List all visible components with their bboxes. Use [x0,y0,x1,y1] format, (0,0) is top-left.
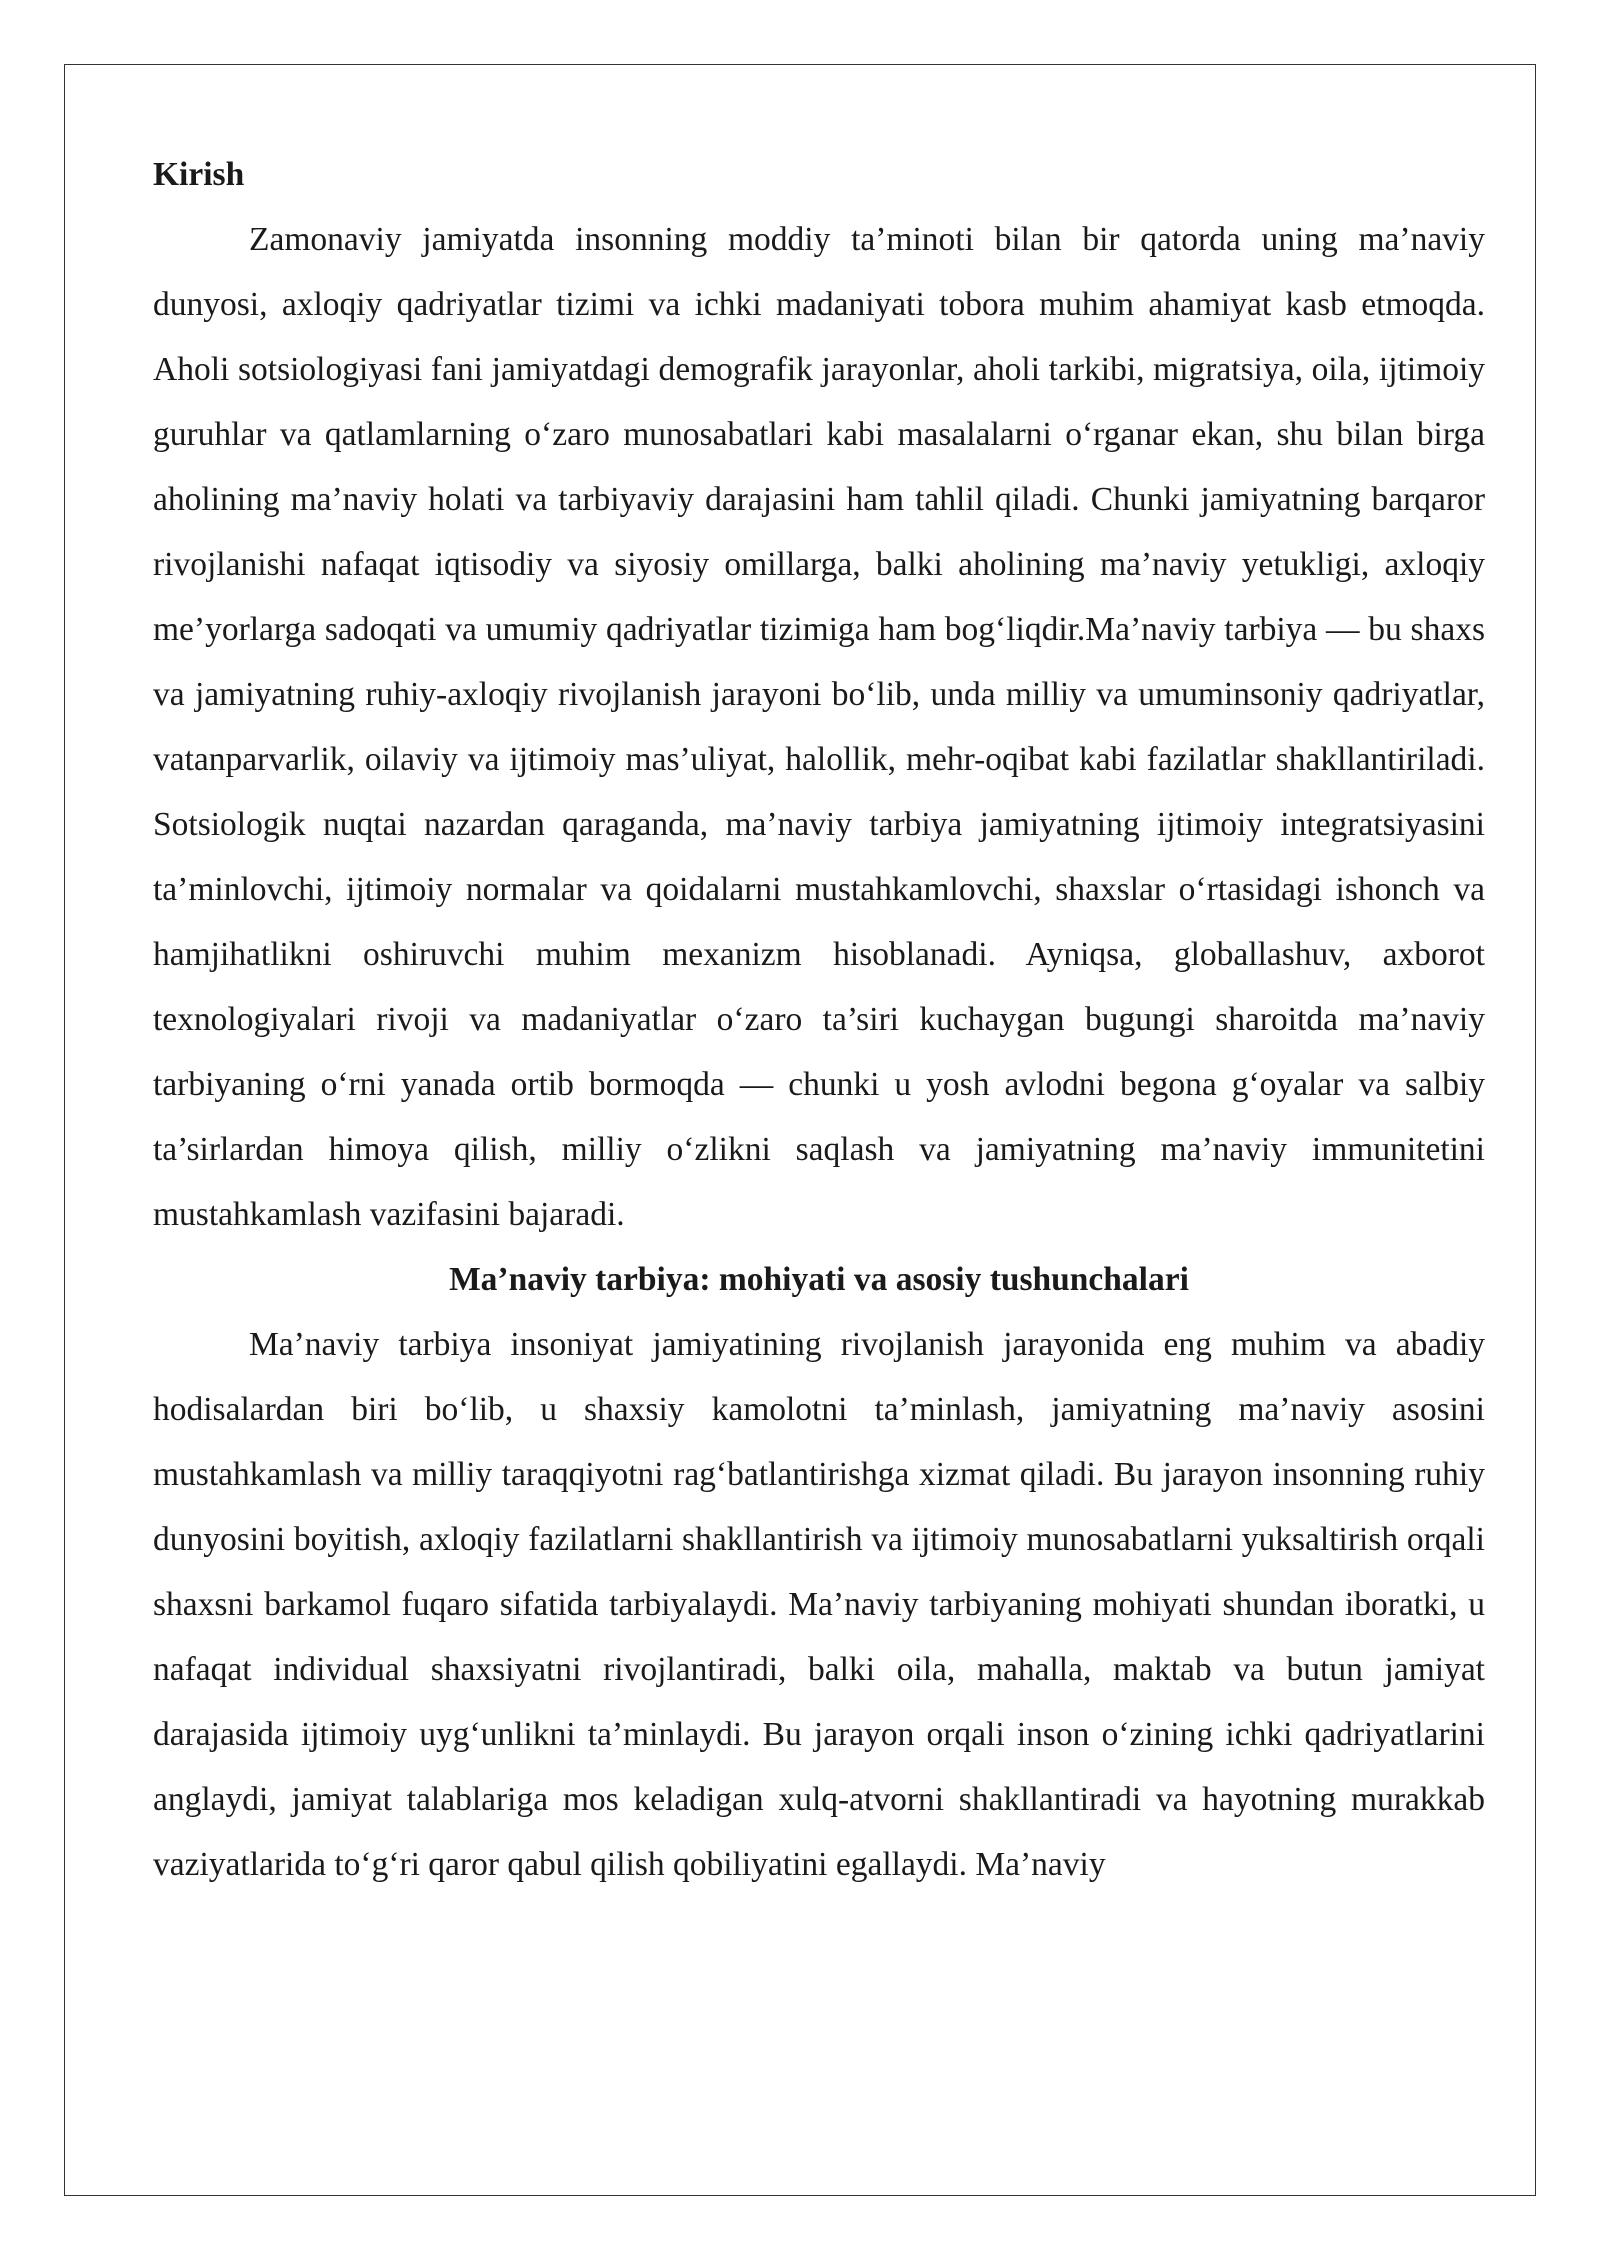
document-body [153,142,1485,1897]
section-heading-manaviy-tarbiya: Ma’naviy tarbiya: mohiyati va asosiy tushunchalari [449,1261,1189,1298]
section-heading-kirish: Kirish [153,156,245,193]
paragraph-intro: Zamonaviy jamiyatda insonning moddiy ta’minoti bilan bir qatorda uning ma’naviy dunyosi, axloqiy qadriyatlar tizimi va ichki madaniyati tobora muhim ahamiyat kasb etmoqda. Aholi sotsiologiyasi fani jamiyatdagi demografik jarayonlar, aholi tarkibi, migratsiya, oila, ijtimoiy guruhlar va qatlamlarning o‘zaro munosabatlari kabi masalalarni o‘rganar ekan, shu bilan birga aholining ma’naviy holati va tarbiyaviy darajasini ham tahlil qiladi. Chunki jamiyatning barqaror rivojlanishi nafaqat iqtisodiy va siyosiy omillarga, balki aholining ma’naviy yetukligi, axloqiy me’yorlarga sadoqati va umumiy qadriyatlar tizimiga ham bog‘liqdir.Ma’naviy tarbiya — bu shaxs va jamiyatning ruhiy-axloqiy rivojlanish jarayoni bo‘lib, unda milliy va umuminsoniy qadriyatlar, vatanparvarlik, oilaviy va ijtimoiy mas’uliyat, halollik, mehr-oqibat kabi fazilatlar shakllantiriladi. Sotsiologik nuqtai nazardan qaraganda, ma’naviy tarbiya jamiyatning ijtimoiy integratsiyasini ta’minlovchi, ijtimoiy normalar va qoidalarni mustahkamlovchi, shaxslar o‘rtasidagi ishonch va hamjihatlikni oshiruvchi muhim mexanizm hisoblanadi. Ayniqsa, globallashuv, axborot texnologiyalari rivoji va madaniyatlar o‘zaro ta’siri kuchaygan bugungi sharoitda ma’naviy tarbiyaning o‘rni yanada ortib bormoqda — chunki u yosh avlodni begona g‘oyalar va salbiy ta’sirlardan himoya qilish, milliy o‘zlikni saqlash va jamiyatning ma’naviy immunitetini mustahkamlash vazifasini bajaradi. [153,221,1485,1233]
paragraph-manaviy-tarbiya: Ma’naviy tarbiya insoniyat jamiyatining rivojlanish jarayonida eng muhim va abadiy hodisalardan biri bo‘lib, u shaxsiy kamolotni ta’minlash, jamiyatning ma’naviy asosini mustahkamlash va milliy taraqqiyotni rag‘batlantirishga xizmat qiladi. Bu jarayon insonning ruhiy dunyosini boyitish, axloqiy fazilatlarni shakllantirish va ijtimoiy munosabatlarni yuksaltirish orqali shaxsni barkamol fuqaro sifatida tarbiyalaydi. Ma’naviy tarbiyaning mohiyati shundan iboratki, u nafaqat individual shaxsiyatni rivojlantiradi, balki oila, mahalla, maktab va butun jamiyat darajasida ijtimoiy uyg‘unlikni ta’minlaydi. Bu jarayon orqali inson o‘zining ichki qadriyatlarini anglaydi, jamiyat talablariga mos keladigan xulq-atvorni shakllantiradi va hayotning murakkab vaziyatlarida to‘g‘ri qaror qabul qilish qobiliyatini egallaydi. Ma’naviy [153,1326,1485,1883]
